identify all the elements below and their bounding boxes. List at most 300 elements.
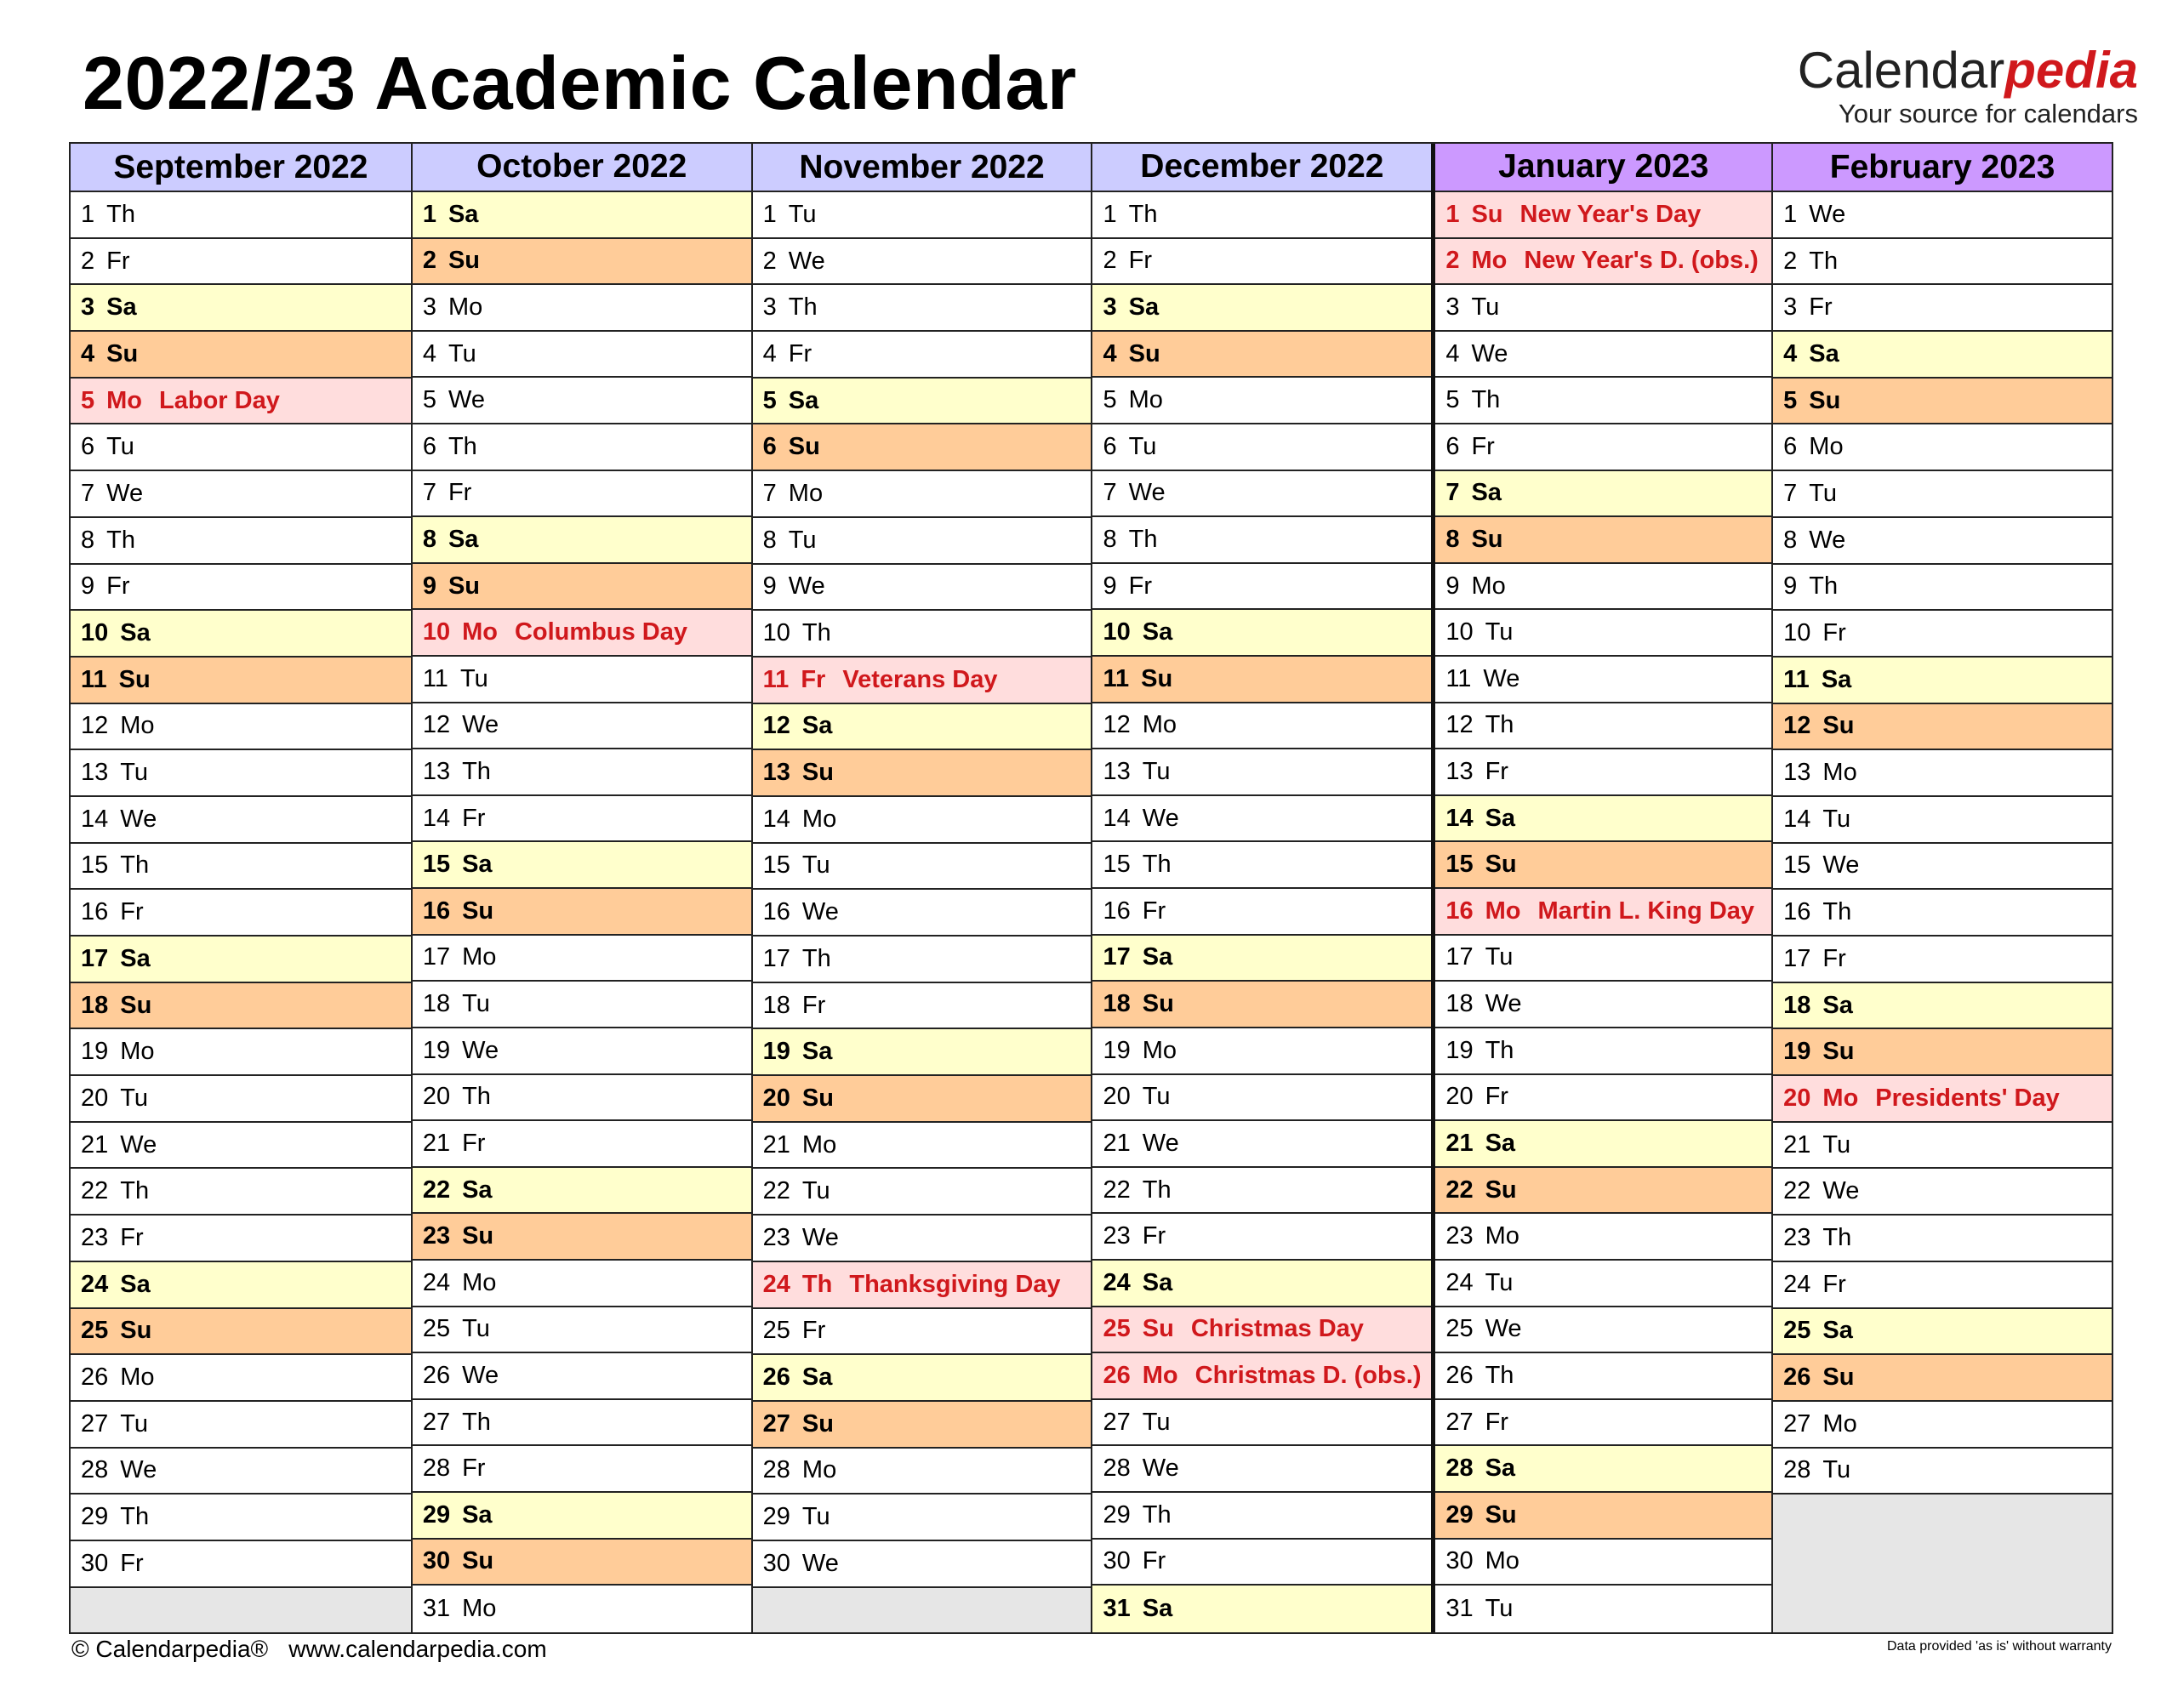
day-number: 25 bbox=[1103, 1315, 1131, 1343]
day-row bbox=[753, 1029, 1092, 1076]
day-number: 19 bbox=[1103, 1036, 1131, 1064]
weekday-label: We bbox=[448, 386, 485, 414]
weekday-label: Tu bbox=[1485, 943, 1514, 971]
weekday-label: Tu bbox=[1485, 1595, 1514, 1622]
empty-cell bbox=[753, 1588, 1092, 1632]
weekday-label: Fr bbox=[1128, 572, 1152, 600]
day-number: 13 bbox=[81, 759, 109, 787]
weekday-label: Su bbox=[1128, 339, 1160, 367]
page-title: 2022/23 Academic Calendar bbox=[83, 41, 1077, 125]
day-row bbox=[1092, 1028, 1431, 1075]
day-row bbox=[1435, 332, 1771, 379]
day-number: 28 bbox=[1445, 1455, 1474, 1483]
weekday-label: We bbox=[1485, 1315, 1522, 1343]
weekday-label: Sa bbox=[120, 944, 151, 972]
day-row bbox=[1435, 378, 1771, 424]
weekday-label: We bbox=[1822, 851, 1860, 880]
day-row bbox=[71, 704, 411, 751]
day-row bbox=[1773, 239, 2112, 286]
day-number: 30 bbox=[1445, 1547, 1474, 1575]
weekday-label: Sa bbox=[120, 1270, 151, 1298]
copyright-text: © Calendarpedia® bbox=[71, 1636, 269, 1662]
day-row bbox=[1092, 192, 1431, 239]
day-number: 2 bbox=[81, 247, 95, 275]
day-row bbox=[413, 332, 751, 379]
day-number: 24 bbox=[1783, 1270, 1811, 1298]
day-number: 11 bbox=[762, 665, 790, 693]
day-number: 2 bbox=[762, 247, 777, 275]
holiday-name: Christmas Day bbox=[1190, 1315, 1364, 1343]
day-row bbox=[413, 1446, 751, 1493]
weekday-label: Sa bbox=[462, 1176, 493, 1204]
day-row bbox=[413, 703, 751, 750]
weekday-label: Th bbox=[801, 944, 831, 972]
day-row bbox=[1092, 378, 1431, 424]
day-row bbox=[1435, 982, 1771, 1028]
day-number: 25 bbox=[762, 1317, 790, 1345]
day-row bbox=[1435, 936, 1771, 982]
day-number: 15 bbox=[762, 851, 790, 880]
day-row bbox=[1092, 703, 1431, 750]
weekday-label: Sa bbox=[462, 1500, 493, 1529]
day-number: 13 bbox=[1445, 758, 1474, 786]
weekday-label: Fr bbox=[1485, 1083, 1508, 1111]
day-number: 18 bbox=[762, 991, 790, 1019]
weekday-label: Su bbox=[1471, 200, 1503, 228]
day-number: 11 bbox=[422, 664, 448, 692]
day-row bbox=[1435, 424, 1771, 471]
weekday-label: Mo bbox=[1142, 1036, 1177, 1064]
day-number: 27 bbox=[1103, 1408, 1131, 1436]
day-row bbox=[71, 844, 411, 891]
day-row bbox=[753, 1449, 1092, 1495]
day-number: 12 bbox=[1445, 711, 1474, 739]
month-column bbox=[411, 144, 751, 1632]
weekday-label: Sa bbox=[1485, 1129, 1516, 1157]
day-number: 12 bbox=[1103, 711, 1131, 739]
day-row bbox=[1092, 610, 1431, 657]
weekday-label: Tu bbox=[788, 200, 817, 228]
weekday-label: Sa bbox=[1809, 339, 1839, 367]
weekday-label: Tu bbox=[1471, 293, 1500, 321]
weekday-label: Th bbox=[801, 1270, 833, 1298]
weekday-label: Mo bbox=[120, 712, 155, 740]
day-row bbox=[753, 704, 1092, 751]
weekday-label: We bbox=[1485, 990, 1522, 1018]
day-number: 5 bbox=[1783, 386, 1798, 414]
weekday-label: Su bbox=[1142, 1315, 1174, 1343]
day-number: 3 bbox=[762, 293, 777, 322]
day-row bbox=[413, 424, 751, 471]
month-column bbox=[751, 144, 1092, 1632]
weekday-label: Sa bbox=[106, 293, 137, 322]
weekday-label: Mo bbox=[1822, 1409, 1857, 1438]
weekday-label: Th bbox=[788, 293, 818, 322]
weekday-label: Th bbox=[1142, 851, 1172, 879]
day-number: 10 bbox=[81, 619, 109, 647]
day-row bbox=[1435, 703, 1771, 750]
weekday-label: Fr bbox=[1822, 619, 1846, 647]
weekday-label: Su bbox=[1485, 851, 1517, 879]
weekday-label: Fr bbox=[1485, 1408, 1508, 1436]
weekday-label: We bbox=[462, 1036, 499, 1064]
day-row bbox=[1092, 1493, 1431, 1540]
day-number: 3 bbox=[1445, 293, 1460, 321]
weekday-label: Tu bbox=[459, 664, 488, 692]
weekday-label: Fr bbox=[801, 991, 826, 1019]
day-row bbox=[71, 1076, 411, 1123]
weekday-label: We bbox=[1142, 1455, 1179, 1483]
weekday-label: Fr bbox=[1128, 247, 1152, 275]
weekday-label: Fr bbox=[1485, 758, 1508, 786]
day-row bbox=[1092, 1121, 1431, 1168]
day-row bbox=[1435, 1307, 1771, 1354]
day-row bbox=[71, 239, 411, 286]
day-row bbox=[71, 565, 411, 612]
weekday-label: Sa bbox=[1142, 1268, 1173, 1296]
weekday-label: Fr bbox=[448, 479, 472, 507]
weekday-label: Mo bbox=[1128, 386, 1163, 414]
day-row bbox=[1092, 424, 1431, 471]
day-row bbox=[1435, 1261, 1771, 1307]
month-header: January 2023 bbox=[1435, 144, 1771, 192]
weekday-label: Fr bbox=[1142, 897, 1166, 925]
weekday-label: Su bbox=[1142, 990, 1174, 1018]
weekday-label: Fr bbox=[1142, 1547, 1166, 1575]
weekday-label: Fr bbox=[106, 247, 130, 275]
day-number: 15 bbox=[1783, 851, 1811, 880]
weekday-label: Th bbox=[1485, 1361, 1514, 1389]
day-number: 15 bbox=[81, 851, 109, 880]
weekday-label: Th bbox=[1128, 200, 1158, 228]
day-row bbox=[71, 518, 411, 565]
day-number: 17 bbox=[762, 944, 790, 972]
day-number: 30 bbox=[81, 1549, 109, 1577]
day-row bbox=[1773, 844, 2112, 891]
weekday-label: We bbox=[462, 711, 499, 739]
weekday-label: Fr bbox=[788, 339, 812, 367]
day-row bbox=[71, 1169, 411, 1216]
day-number: 7 bbox=[1445, 479, 1460, 507]
day-number: 3 bbox=[1783, 293, 1798, 322]
day-number: 20 bbox=[1783, 1084, 1811, 1112]
weekday-label: Su bbox=[448, 572, 481, 600]
day-row bbox=[1092, 564, 1431, 611]
day-row bbox=[413, 1214, 751, 1261]
weekday-label: Tu bbox=[462, 990, 490, 1018]
weekday-label: Mo bbox=[1142, 711, 1177, 739]
day-row bbox=[753, 1402, 1092, 1449]
weekday-label: Sa bbox=[1485, 1455, 1516, 1483]
weekday-label: Su bbox=[1485, 1176, 1517, 1204]
day-row bbox=[753, 1355, 1092, 1402]
day-row bbox=[71, 797, 411, 844]
website-link[interactable]: www.calendarpedia.com bbox=[288, 1636, 547, 1662]
weekday-label: Sa bbox=[1142, 1595, 1173, 1622]
weekday-label: Mo bbox=[1485, 1547, 1519, 1575]
day-row bbox=[413, 936, 751, 982]
weekday-label: Fr bbox=[462, 804, 486, 832]
day-row bbox=[413, 796, 751, 843]
day-number: 16 bbox=[762, 898, 790, 926]
day-row bbox=[413, 285, 751, 332]
day-row bbox=[1773, 890, 2112, 937]
holiday-name: Presidents' Day bbox=[1875, 1084, 2060, 1112]
day-number: 28 bbox=[1103, 1455, 1131, 1483]
day-row bbox=[71, 1541, 411, 1588]
day-row bbox=[1092, 889, 1431, 936]
weekday-label: Sa bbox=[448, 525, 479, 553]
weekday-label: Tu bbox=[1142, 758, 1171, 786]
day-row bbox=[71, 1494, 411, 1541]
day-number: 4 bbox=[1445, 339, 1460, 367]
weekday-label: Mo bbox=[106, 386, 143, 414]
weekday-label: We bbox=[462, 1361, 499, 1389]
day-row bbox=[71, 471, 411, 518]
day-number: 15 bbox=[1445, 851, 1474, 879]
weekday-label: Su bbox=[1809, 386, 1841, 414]
day-row bbox=[753, 1169, 1092, 1216]
weekday-label: Tu bbox=[120, 1084, 149, 1112]
weekday-label: Th bbox=[1822, 898, 1852, 926]
day-number: 13 bbox=[1103, 758, 1131, 786]
day-number: 6 bbox=[1445, 432, 1460, 460]
day-row bbox=[753, 797, 1092, 844]
day-number: 5 bbox=[1445, 386, 1460, 414]
day-row bbox=[1773, 471, 2112, 518]
day-row bbox=[753, 890, 1092, 937]
day-number: 26 bbox=[762, 1364, 790, 1392]
weekday-label: Mo bbox=[1809, 433, 1844, 461]
weekday-label: Fr bbox=[120, 898, 144, 926]
weekday-label: Tu bbox=[1822, 1130, 1851, 1159]
day-number: 9 bbox=[1783, 572, 1798, 601]
weekday-label: We bbox=[120, 1130, 157, 1159]
day-row bbox=[1435, 1400, 1771, 1447]
day-row bbox=[1092, 796, 1431, 843]
weekday-label: Su bbox=[1471, 525, 1503, 553]
holiday-row bbox=[1773, 1076, 2112, 1123]
weekday-label: Fr bbox=[120, 1223, 144, 1251]
weekday-label: Mo bbox=[801, 1456, 837, 1484]
day-row bbox=[753, 844, 1092, 891]
day-number: 20 bbox=[762, 1084, 790, 1112]
day-number: 5 bbox=[762, 386, 777, 414]
weekday-label: Sa bbox=[1128, 293, 1160, 321]
weekday-label: We bbox=[1822, 1177, 1860, 1205]
weekday-label: We bbox=[788, 572, 825, 601]
holiday-row bbox=[1092, 1307, 1431, 1354]
holiday-row bbox=[1435, 889, 1771, 936]
day-row bbox=[1092, 332, 1431, 379]
day-number: 21 bbox=[81, 1130, 109, 1159]
weekday-label: Su bbox=[1822, 712, 1855, 740]
day-row bbox=[71, 1262, 411, 1309]
weekday-label: Su bbox=[120, 991, 152, 1019]
weekday-label: Th bbox=[120, 1177, 150, 1205]
day-row bbox=[753, 332, 1092, 379]
day-row bbox=[1773, 983, 2112, 1030]
weekday-label: Tu bbox=[1822, 1456, 1851, 1484]
day-number: 27 bbox=[81, 1409, 109, 1438]
day-number: 22 bbox=[81, 1177, 109, 1205]
day-row bbox=[413, 889, 751, 936]
day-row bbox=[1092, 749, 1431, 796]
day-number: 27 bbox=[422, 1408, 451, 1436]
day-number: 21 bbox=[1783, 1130, 1811, 1159]
day-row bbox=[1435, 842, 1771, 889]
holiday-row bbox=[71, 379, 411, 425]
weekday-label: Sa bbox=[801, 712, 833, 740]
weekday-label: We bbox=[1809, 200, 1846, 228]
weekday-label: Sa bbox=[1142, 618, 1173, 646]
weekday-label: We bbox=[801, 898, 839, 926]
day-number: 29 bbox=[81, 1503, 109, 1531]
day-row bbox=[1092, 842, 1431, 889]
day-number: 20 bbox=[422, 1083, 451, 1111]
day-row bbox=[71, 1123, 411, 1170]
day-row bbox=[753, 1123, 1092, 1170]
day-number: 17 bbox=[81, 944, 109, 972]
day-row bbox=[1435, 610, 1771, 657]
day-number: 6 bbox=[1103, 432, 1117, 460]
day-row bbox=[1773, 658, 2112, 704]
day-row bbox=[1435, 471, 1771, 518]
day-row bbox=[413, 1168, 751, 1215]
day-number: 3 bbox=[1103, 293, 1117, 321]
day-row bbox=[413, 239, 751, 286]
weekday-label: Fr bbox=[106, 572, 130, 601]
holiday-row bbox=[413, 610, 751, 657]
day-row bbox=[1092, 239, 1431, 286]
day-row bbox=[1435, 517, 1771, 564]
weekday-label: Su bbox=[788, 433, 820, 461]
day-row bbox=[1092, 1540, 1431, 1586]
weekday-label: We bbox=[1471, 339, 1508, 367]
weekday-label: Tu bbox=[462, 1315, 490, 1343]
day-number: 26 bbox=[81, 1364, 109, 1392]
day-row bbox=[1435, 285, 1771, 332]
weekday-label: We bbox=[1128, 479, 1166, 507]
weekday-label: Mo bbox=[1485, 1222, 1519, 1250]
day-number: 21 bbox=[422, 1129, 451, 1157]
day-number: 9 bbox=[1103, 572, 1117, 600]
weekday-label: Su bbox=[1822, 1364, 1855, 1392]
day-number: 16 bbox=[1783, 898, 1811, 926]
day-number: 9 bbox=[81, 572, 95, 601]
day-number: 24 bbox=[422, 1268, 451, 1296]
month-header: September 2022 bbox=[71, 144, 411, 192]
day-number: 14 bbox=[81, 805, 109, 833]
month-column bbox=[1431, 144, 1771, 1632]
weekday-label: Su bbox=[801, 1409, 834, 1438]
day-number: 6 bbox=[762, 433, 777, 461]
day-number: 10 bbox=[1783, 619, 1811, 647]
day-row bbox=[413, 1261, 751, 1307]
day-row bbox=[71, 192, 411, 239]
day-row bbox=[753, 1309, 1092, 1356]
day-number: 20 bbox=[1103, 1083, 1131, 1111]
day-row bbox=[71, 750, 411, 797]
day-number: 19 bbox=[422, 1036, 451, 1064]
day-number: 14 bbox=[1445, 804, 1474, 832]
weekday-label: Th bbox=[1128, 525, 1158, 553]
day-number: 19 bbox=[1783, 1038, 1811, 1066]
weekday-label: We bbox=[1142, 804, 1179, 832]
day-number: 11 bbox=[81, 665, 107, 693]
weekday-label: Mo bbox=[1471, 247, 1508, 275]
day-row bbox=[413, 1307, 751, 1354]
day-number: 11 bbox=[1445, 664, 1472, 692]
day-row bbox=[413, 1353, 751, 1400]
day-row bbox=[753, 1494, 1092, 1541]
calendarpedia-logo[interactable] bbox=[1798, 43, 2138, 129]
weekday-label: Fr bbox=[462, 1455, 486, 1483]
day-row bbox=[1773, 704, 2112, 751]
day-number: 25 bbox=[422, 1315, 451, 1343]
day-row bbox=[1773, 565, 2112, 612]
day-row bbox=[413, 1075, 751, 1122]
month-header: October 2022 bbox=[413, 144, 751, 192]
day-number: 16 bbox=[1445, 897, 1474, 925]
day-row bbox=[1773, 1449, 2112, 1495]
weekday-label: Th bbox=[1471, 386, 1501, 414]
day-number: 8 bbox=[1445, 525, 1460, 553]
day-row bbox=[1773, 518, 2112, 565]
day-number: 2 bbox=[422, 247, 436, 275]
day-number: 22 bbox=[1783, 1177, 1811, 1205]
day-number: 16 bbox=[422, 897, 451, 925]
weekday-label: Su bbox=[448, 247, 481, 275]
day-number: 19 bbox=[81, 1038, 109, 1066]
day-number: 23 bbox=[422, 1222, 451, 1250]
day-number: 14 bbox=[1783, 805, 1811, 833]
logo-wordmark: Calendarpedia bbox=[1797, 42, 2138, 99]
day-number: 5 bbox=[81, 386, 95, 414]
day-number: 7 bbox=[1783, 479, 1798, 507]
day-row bbox=[1435, 1586, 1771, 1632]
day-number: 27 bbox=[1445, 1408, 1474, 1436]
day-row bbox=[1773, 1169, 2112, 1216]
day-number: 29 bbox=[1445, 1500, 1474, 1529]
day-number: 2 bbox=[1103, 247, 1117, 275]
weekday-label: Th bbox=[1485, 1036, 1514, 1064]
weekday-label: Tu bbox=[106, 433, 134, 461]
day-row bbox=[413, 1121, 751, 1168]
weekday-label: We bbox=[801, 1223, 839, 1251]
day-number: 5 bbox=[422, 386, 436, 414]
day-row bbox=[753, 565, 1092, 612]
day-number: 12 bbox=[81, 712, 109, 740]
day-number: 31 bbox=[422, 1595, 451, 1622]
weekday-label: Sa bbox=[462, 851, 493, 879]
holiday-name: New Year's Day bbox=[1519, 200, 1702, 228]
day-row bbox=[1773, 797, 2112, 844]
day-number: 19 bbox=[1445, 1036, 1474, 1064]
holiday-name: Columbus Day bbox=[514, 618, 687, 646]
weekday-label: Sa bbox=[1822, 991, 1853, 1019]
day-row bbox=[71, 611, 411, 658]
day-row bbox=[71, 1029, 411, 1076]
weekday-label: We bbox=[788, 247, 825, 275]
day-row bbox=[1435, 749, 1771, 796]
day-number: 6 bbox=[81, 433, 95, 461]
day-row bbox=[1435, 796, 1771, 843]
weekday-label: Tu bbox=[120, 759, 149, 787]
weekday-label: Mo bbox=[1485, 897, 1521, 925]
day-number: 1 bbox=[422, 200, 436, 228]
day-number: 19 bbox=[762, 1038, 790, 1066]
